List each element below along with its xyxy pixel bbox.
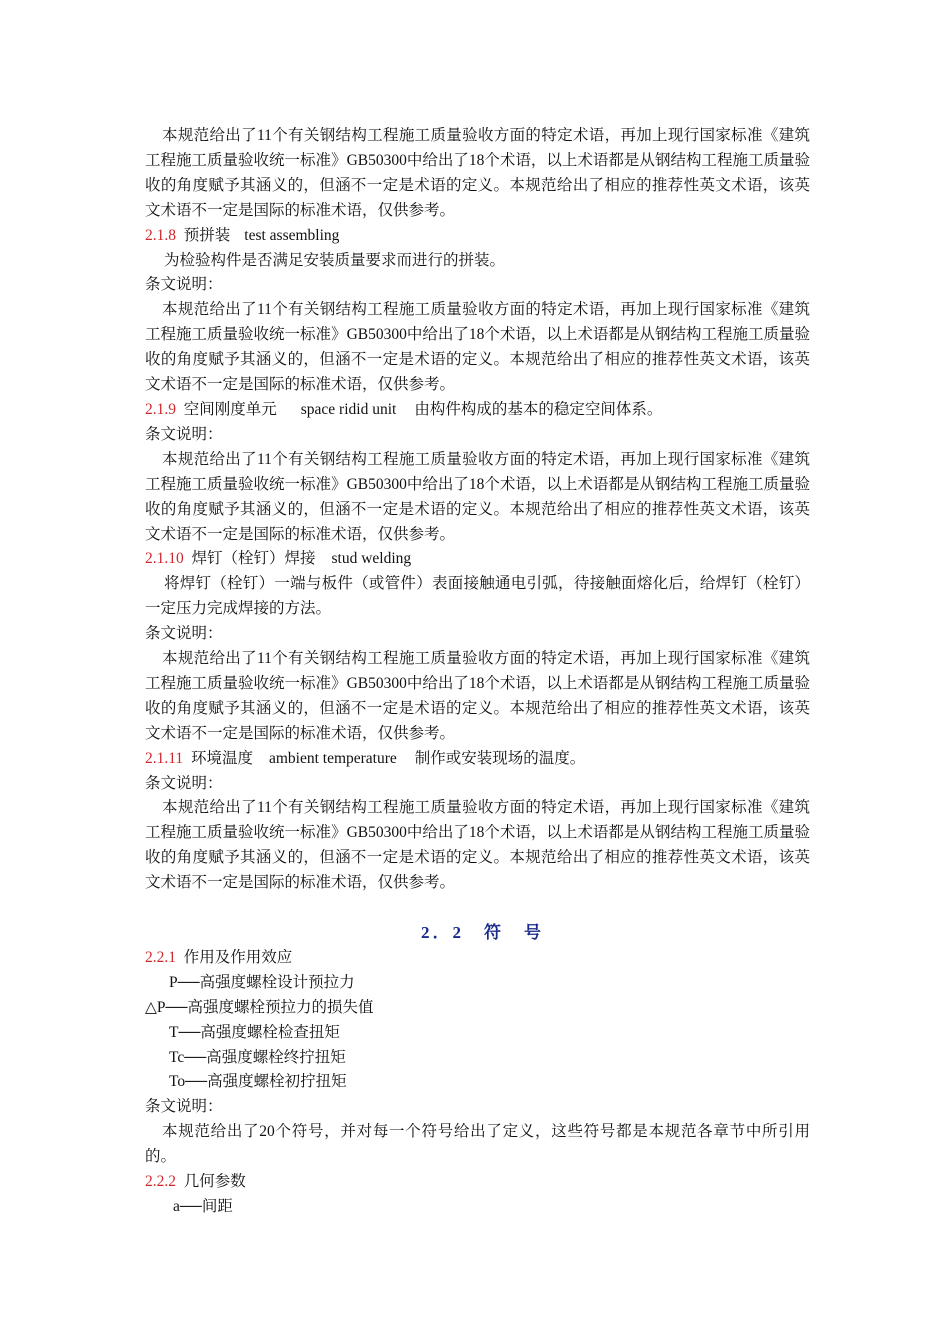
symbol-definition: △P──高强度螺栓预拉力的损失值 — [145, 998, 374, 1016]
subsection-heading — [145, 1170, 810, 1195]
term-number: 2.1.8 — [145, 226, 176, 244]
term-heading — [145, 747, 810, 772]
term-number: 2.1.10 — [145, 550, 184, 568]
subsection-number: 2.2.1 — [145, 948, 176, 966]
symbol-definition: Tc──高强度螺栓终拧扭矩 — [169, 1048, 346, 1066]
term-number: 2.1.9 — [145, 400, 176, 418]
term-chinese: 预拼装 — [183, 226, 231, 244]
note-label: 条文说明： — [145, 425, 223, 443]
symbol-definition: P──高强度螺栓设计预拉力 — [169, 973, 355, 991]
note-label: 条文说明： — [145, 276, 223, 294]
explanation-paragraph: 本规范给出了11个有关钢结构工程施工质量验收方面的特定术语，再加上现行国家标准《建筑工程施工质量验收统一标准》GB50300中给出了18个术语，以上术语都是从钢结构工程施工质量验收的角度赋予其涵义的，但涵不一定是术语的定义。本规范给出了相应的推荐性英文术语，该英文术语不一定是国际的标准术语，仅供参考。 — [145, 450, 810, 543]
note-label: 条文说明： — [145, 774, 223, 792]
subsection-title: 作用及作用效应 — [183, 948, 293, 966]
term-english: stud welding — [331, 550, 412, 568]
section-heading: 2．2 符 号 — [421, 922, 544, 942]
note-label: 条文说明： — [145, 625, 223, 643]
term-definition: 为检验构件是否满足安装质量要求而进行的拼装。 — [164, 251, 506, 269]
document-page — [145, 124, 810, 1220]
subsection-number: 2.2.2 — [145, 1173, 176, 1191]
explanation-paragraph: 本规范给出了11个有关钢结构工程施工质量验收方面的特定术语，再加上现行国家标准《建筑工程施工质量验收统一标准》GB50300中给出了18个术语，以上术语都是从钢结构工程施工质量验收的角度赋予其涵义的，但涵不一定是术语的定义。本规范给出了相应的推荐性英文术语，该英文术语不一定是国际的标准术语，仅供参考。 — [145, 301, 810, 394]
symbol-definition: To──高强度螺栓初拧扭矩 — [169, 1073, 347, 1091]
symbol-definition: a──间距 — [173, 1197, 233, 1215]
term-english: space ridid unit — [300, 400, 397, 418]
note-label: 条文说明： — [145, 1098, 223, 1116]
term-chinese: 空间刚度单元 — [183, 400, 277, 418]
term-heading — [145, 224, 810, 249]
term-chinese: 环境温度 — [190, 749, 253, 767]
term-heading — [145, 547, 810, 572]
term-number: 2.1.11 — [145, 749, 184, 767]
term-definition: 由构件构成的基本的稳定空间体系。 — [414, 400, 663, 418]
explanation-paragraph: 本规范给出了11个有关钢结构工程施工质量验收方面的特定术语，再加上现行国家标准《建筑工程施工质量验收统一标准》GB50300中给出了18个术语，以上术语都是从钢结构工程施工质量验收的角度赋予其涵义的，但涵不一定是术语的定义。本规范给出了相应的推荐性英文术语，该英文术语不一定是国际的标准术语，仅供参考。 — [145, 127, 810, 219]
explanation-paragraph: 本规范给出了11个有关钢结构工程施工质量验收方面的特定术语，再加上现行国家标准《建筑工程施工质量验收统一标准》GB50300中给出了18个术语，以上术语都是从钢结构工程施工质量验收的角度赋予其涵义的，但涵不一定是术语的定义。本规范给出了相应的推荐性英文术语，该英文术语不一定是国际的标准术语，仅供参考。 — [145, 650, 810, 742]
term-heading — [145, 398, 810, 423]
term-definition: 将焊钉（栓钉）一端与板件（或管件）表面接触通电引弧，待接触面熔化后，给焊钉（栓钉）一定压力完成焊接的方法。 — [145, 575, 810, 618]
subsection-heading — [145, 946, 810, 971]
symbol-explanation: 本规范给出了20个符号，并对每一个符号给出了定义，这些符号都是本规范各章节中所引用的。 — [145, 1123, 810, 1166]
term-english: test assembling — [244, 226, 340, 244]
term-english: ambient temperature — [268, 749, 397, 767]
term-definition: 制作或安装现场的温度。 — [414, 749, 586, 767]
symbol-definition: T──高强度螺栓检查扭矩 — [169, 1023, 340, 1041]
explanation-paragraph: 本规范给出了11个有关钢结构工程施工质量验收方面的特定术语，再加上现行国家标准《建筑工程施工质量验收统一标准》GB50300中给出了18个术语，以上术语都是从钢结构工程施工质量验收的角度赋予其涵义的，但涵不一定是术语的定义。本规范给出了相应的推荐性英文术语，该英文术语不一定是国际的标准术语，仅供参考。 — [145, 799, 810, 892]
subsection-title: 几何参数 — [183, 1173, 246, 1191]
term-chinese: 焊钉（栓钉）焊接 — [191, 550, 316, 568]
